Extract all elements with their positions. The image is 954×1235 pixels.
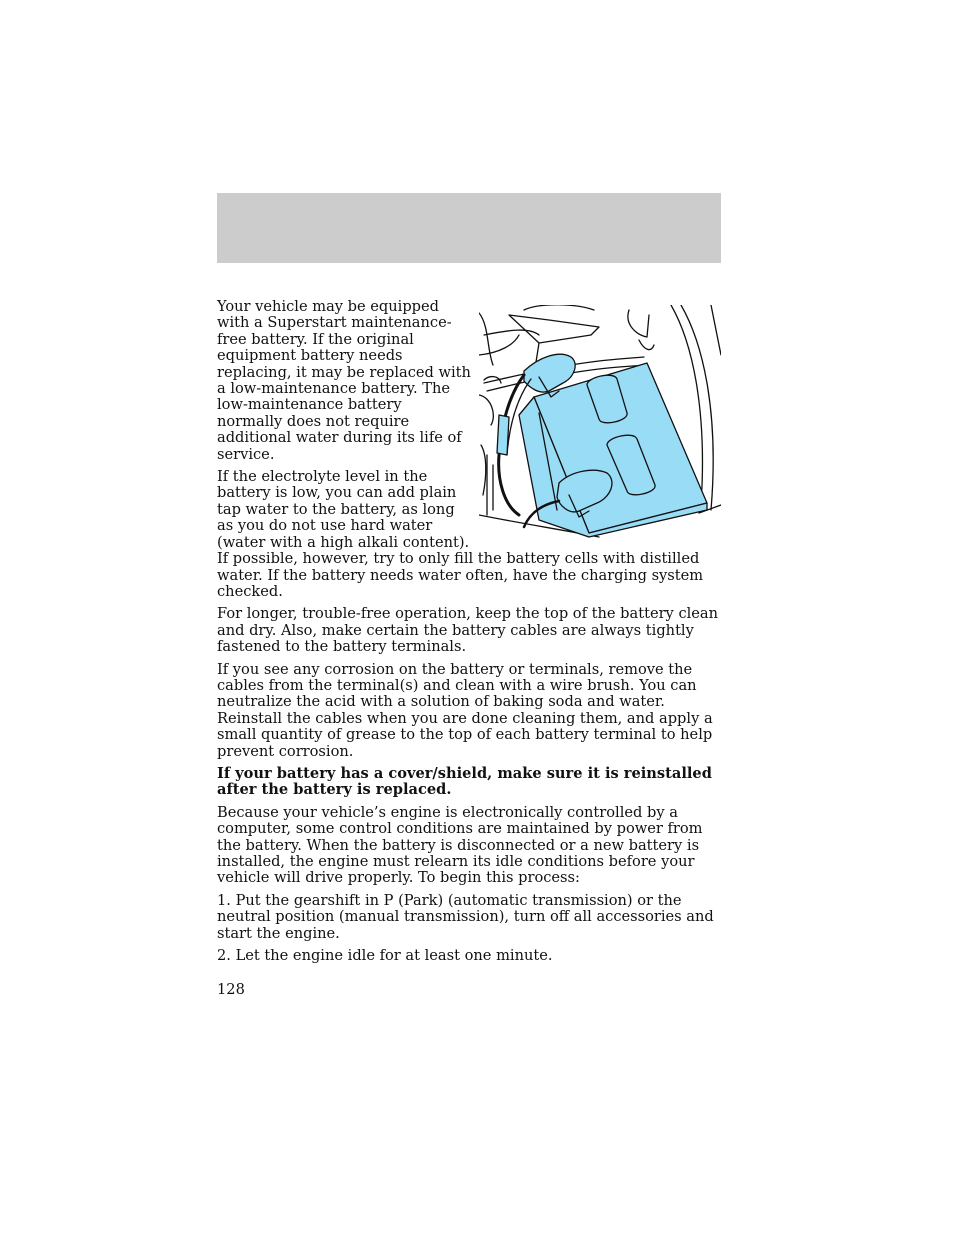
relearn-step: 1. Put the gearshift in P (Park) (automatic transmission) or the neutral position (manual transmission), turn off all accessories and start the engine.: [217, 891, 714, 942]
battery-section: [217, 299, 721, 970]
battery-cover-warning: If your battery has a cover/shield, make sure it is reinstalled after the battery is replaced.: [217, 764, 712, 799]
section-header-bar: [217, 193, 721, 263]
relearn-step: 2. Let the engine idle for at least one minute.: [217, 947, 553, 965]
battery-paragraph: For longer, trouble-free operation, keep the top of the battery clean and dry. Also, make certain the battery cables are always tightly fastened to the battery terminals.: [217, 605, 719, 656]
page-number: 128: [217, 981, 245, 998]
battery-paragraph: If you see any corrosion on the battery or terminals, remove the cables from the terminal(s) and clean with a wire brush. You can neutralize the acid with a solution of baking soda and water. Reinstall the cables when you are done cleaning them, and apply a small quantity of grease to the top of each battery terminal to help prevent corrosion.: [217, 660, 713, 760]
relearn-intro: Because your vehicle’s engine is electronically controlled by a computer, some control conditions are maintained by power from the battery. When the battery is disconnected or a new battery is installed, the engine must relearn its idle conditions before your vehicle will drive properly. To begin this process:: [217, 803, 703, 887]
battery-illustration: [479, 305, 721, 538]
battery-paragraph: Your vehicle may be equipped with a Superstart maintenance-free battery. If the original equipment battery needs replacing, it may be replaced with a low-maintenance battery. The low-maintenance battery normally does not require additional water during its life of service.: [217, 298, 471, 463]
battery-paragraph: If the electrolyte level in the battery is low, you can add plain tap water to the battery, as long as you do not use hard water (water with a high alkali content). If possible, however, try to only fill the battery cells with distilled water. If the battery needs water often, have the charging system checked.: [217, 468, 704, 600]
